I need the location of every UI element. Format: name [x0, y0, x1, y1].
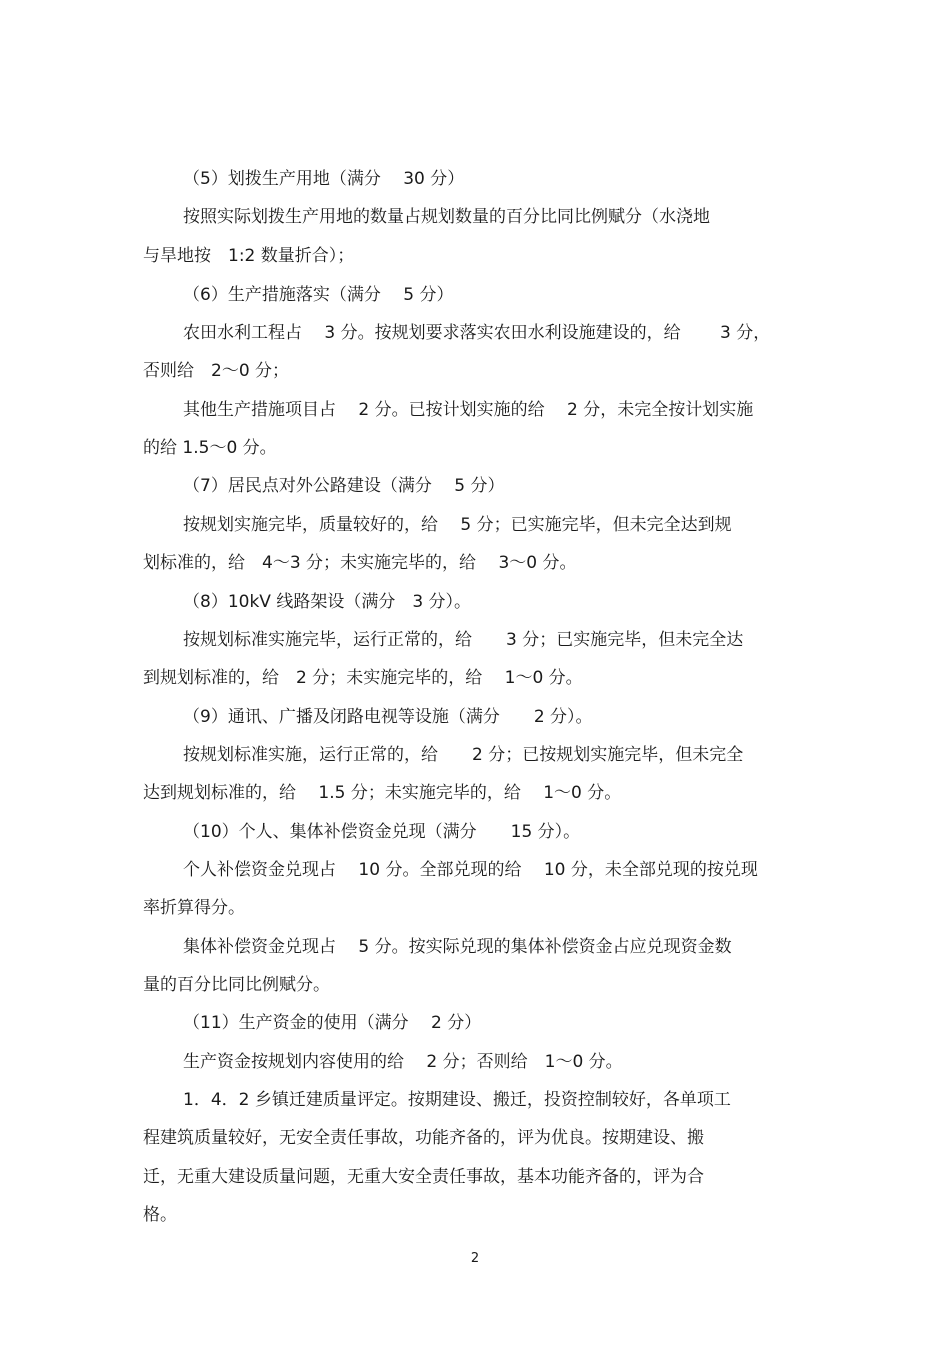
section-1-4-2: 1．4．2 乡镇迁建质量评定。按期建设、搬迁，投资控制较好，各单项工: [183, 1090, 731, 1110]
paragraph-line: 迁，无重大建设质量问题，无重大安全责任事故，基本功能齐备的，评为合: [143, 1167, 704, 1187]
paragraph-line: 格。: [143, 1205, 177, 1225]
heading-5: （5）划拨生产用地（满分 30 分）: [183, 169, 465, 189]
paragraph-line: 其他生产措施项目占 2 分。已按计划实施的给 2 分，未完全按计划实施: [183, 400, 754, 420]
paragraph-line: 农田水利工程占 3 分。按规划要求落实农田水利设施建设的，给 3 分，: [183, 323, 771, 343]
paragraph-line: 与旱地按 1:2 数量折合）；: [143, 246, 355, 266]
paragraph-line: 按规划标准实施，运行正常的，给 2 分；已按规划实施完毕，但未完全: [183, 745, 744, 765]
heading-6: （6）生产措施落实（满分 5 分）: [183, 285, 454, 305]
paragraph-line: 量的百分比同比例赋分。: [143, 975, 330, 995]
paragraph-line: 按规划标准实施完毕，运行正常的，给 3 分；已实施完毕，但未完全达: [183, 630, 744, 650]
heading-9: （9）通讯、广播及闭路电视等设施（满分 2 分）。: [183, 707, 593, 727]
paragraph-line: 达到规划标准的，给 1.5 分；未实施完毕的，给 1～0 分。: [143, 783, 622, 803]
heading-11: （11）生产资金的使用（满分 2 分）: [183, 1013, 482, 1033]
paragraph-line: 程建筑质量较好，无安全责任事故，功能齐备的，评为优良。按期建设、搬: [143, 1128, 704, 1148]
paragraph-line: 的给 1.5～0 分。: [143, 438, 277, 458]
paragraph-line: 生产资金按规划内容使用的给 2 分；否则给 1～0 分。: [183, 1052, 623, 1072]
page-number: 2: [470, 1251, 480, 1266]
paragraph-line: 否则给 2～0 分；: [143, 361, 290, 381]
paragraph-line: 集体补偿资金兑现占 5 分。按实际兑现的集体补偿资金占应兑现资金数: [183, 937, 732, 957]
paragraph-line: 划标准的，给 4～3 分；未实施完毕的，给 3～0 分。: [143, 553, 577, 573]
paragraph-line: 按照实际划拨生产用地的数量占规划数量的百分比同比例赋分（水浇地: [183, 207, 710, 227]
paragraph-line: 率折算得分。: [143, 898, 245, 918]
heading-8: （8）10kV 线路架设（满分 3 分）。: [183, 592, 472, 612]
paragraph-line: 按规划实施完毕，质量较好的，给 5 分；已实施完毕，但未完全达到规: [183, 515, 732, 535]
heading-10: （10）个人、集体补偿资金兑现（满分 15 分）。: [183, 822, 581, 842]
paragraph-line: 到规划标准的，给 2 分；未实施完毕的，给 1～0 分。: [143, 668, 583, 688]
paragraph-line: 个人补偿资金兑现占 10 分。全部兑现的给 10 分，未全部兑现的按兑现: [183, 860, 758, 880]
heading-7: （7）居民点对外公路建设（满分 5 分）: [183, 476, 505, 496]
